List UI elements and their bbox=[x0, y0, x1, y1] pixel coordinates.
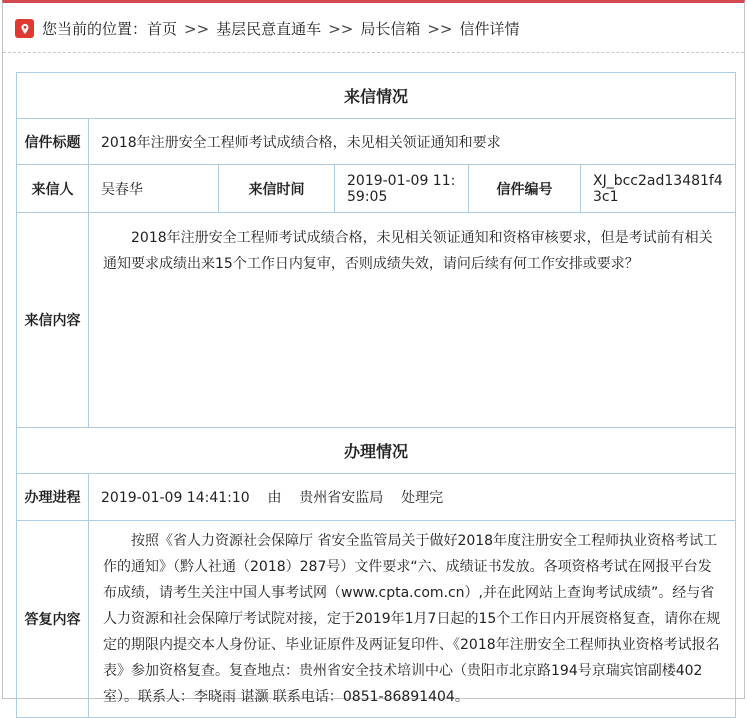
location-pin-icon bbox=[15, 19, 34, 38]
reply-content-label: 答复内容 bbox=[17, 521, 89, 718]
letter-number-value: XJ_bcc2ad13481f43c1 bbox=[581, 165, 736, 213]
letter-time-value: 2019-01-09 11:59:05 bbox=[335, 165, 469, 213]
processing-progress-value: 2019-01-09 14:41:10 由 贵州省安监局 处理完 bbox=[89, 474, 736, 521]
letter-content-label: 来信内容 bbox=[17, 213, 89, 428]
breadcrumb-prefix: 您当前的位置： bbox=[42, 20, 148, 38]
processing-progress-row bbox=[17, 474, 736, 521]
breadcrumb bbox=[3, 3, 744, 52]
letter-detail-table bbox=[16, 72, 736, 718]
incoming-letter-section-row bbox=[17, 73, 736, 119]
sender-value: 吴春华 bbox=[89, 165, 219, 213]
letter-title-label: 信件标题 bbox=[17, 119, 89, 165]
letter-content-text: 2018年注册安全工程师考试成绩合格，未见相关领证通知和资格审核要求，但是考试前有相关通知要求成绩出来15个工作日内复审，否则成绩失效，请问后续有何工作安排或要求？ bbox=[103, 230, 713, 272]
letter-meta-row bbox=[17, 165, 736, 213]
letter-title-row bbox=[17, 119, 736, 165]
letter-title-value: 2018年注册安全工程师考试成绩合格，未见相关领证通知和要求 bbox=[89, 119, 736, 165]
letter-content-cell bbox=[89, 213, 736, 428]
letter-detail-page bbox=[2, 0, 745, 705]
processing-section-row bbox=[17, 428, 736, 474]
breadcrumb-current-letter-detail: 信件详情 bbox=[459, 20, 520, 38]
breadcrumb-home[interactable]: 首页 bbox=[147, 20, 178, 38]
reply-content-text: 按照《省人力资源社会保障厅 省安全监管局关于做好2018年度注册安全工程师执业资格考试工作的通知》（黔人社通（2018）287号）文件要求“六、成绩证书发放。各项资格考试在网报平台发布成绩，请考生关注中国人事考试网（www.cpta.com.cn）,并在此网站上查询考试成绩”。经与省人力资源和社会保障厅考试院对接，定于2019年1月7日起的15个工作日内开展资格复查，请你在规定的期限内提交本人身份证、毕业证原件及两证复印件、《2018年注册安全工程师执业资格考试报名表》参加资格复查。复查地点：贵州省安全技术培训中心（贵阳市北京路194号京瑞宾馆副楼402室）。联系人：李晓雨 谌灏 联系电话：0851-86891404。 bbox=[103, 533, 721, 705]
breadcrumb-separator: >> bbox=[184, 19, 210, 38]
letter-number-label: 信件编号 bbox=[469, 165, 581, 213]
breadcrumb-separator: >> bbox=[427, 19, 453, 38]
letter-time-label: 来信时间 bbox=[219, 165, 335, 213]
reply-content-row bbox=[17, 521, 736, 718]
reply-content-cell bbox=[89, 521, 736, 718]
processing-progress-label: 办理进程 bbox=[17, 474, 89, 521]
breadcrumb-director-mailbox[interactable]: 局长信箱 bbox=[360, 20, 421, 38]
breadcrumb-separator: >> bbox=[328, 19, 354, 38]
processing-section-title: 办理情况 bbox=[17, 428, 736, 474]
incoming-letter-section-title: 来信情况 bbox=[17, 73, 736, 119]
sender-label: 来信人 bbox=[17, 165, 89, 213]
breadcrumb-grassroots-channel[interactable]: 基层民意直通车 bbox=[216, 20, 322, 38]
letter-detail-table-wrap bbox=[3, 53, 744, 718]
letter-content-row bbox=[17, 213, 736, 428]
